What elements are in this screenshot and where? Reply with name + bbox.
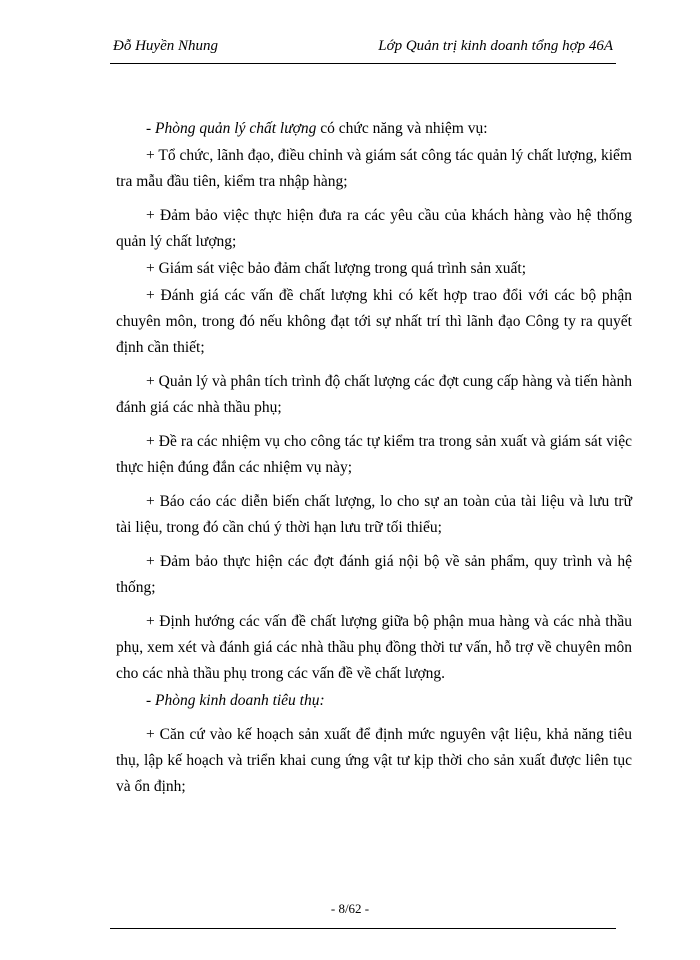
page-number: - 8/62 -: [330, 901, 370, 916]
heading-rest: có chức năng và nhiệm vụ:: [316, 120, 488, 137]
document-body: [116, 116, 632, 800]
list-item: + Căn cứ vào kế hoạch sản xuất để định mức nguyên vật liệu, khả năng tiêu thụ, lập kế hoạch và triển khai cung ứng vật tư kịp thời cho sản xuất được liên tục và ổn định;: [116, 726, 632, 795]
dept-name-quality: Phòng quản lý chất lượng: [155, 120, 317, 137]
header-class: Lớp Quản trị kinh doanh tổng hợp 46A: [378, 38, 613, 54]
section-heading-quality: - Phòng quản lý chất lượng có chức năng và nhiệm vụ:: [146, 120, 488, 137]
list-item: + Tổ chức, lãnh đạo, điều chỉnh và giám sát công tác quản lý chất lượng, kiểm tra mẫu đầu tiên, kiểm tra nhập hàng;: [116, 147, 632, 190]
footer-rule: [110, 928, 616, 929]
list-item: + Quản lý và phân tích trình độ chất lượng các đợt cung cấp hàng và tiến hành đánh giá các nhà thầu phụ;: [116, 373, 632, 416]
list-item: + Đảm bảo thực hiện các đợt đánh giá nội bộ về sản phẩm, quy trình và hệ thống;: [116, 553, 632, 596]
header-rule: [110, 63, 616, 64]
header-author: Đỗ Huyền Nhung: [113, 38, 218, 54]
page-header: [113, 38, 613, 58]
section-heading-sales: - Phòng kinh doanh tiêu thụ:: [146, 692, 325, 709]
list-item: + Đảm bảo việc thực hiện đưa ra các yêu cầu của khách hàng vào hệ thống quản lý chất lượng;: [116, 207, 632, 250]
list-item: + Định hướng các vấn đề chất lượng giữa bộ phận mua hàng và các nhà thầu phụ, xem xét và đánh giá các nhà thầu phụ đồng thời tư vấn, hỗ trợ về chuyên môn cho các nhà thầu phụ trong các vấn đề về chất lượng.: [116, 613, 632, 682]
list-item: + Giám sát việc bảo đảm chất lượng trong quá trình sản xuất;: [146, 260, 527, 277]
list-item: + Đề ra các nhiệm vụ cho công tác tự kiểm tra trong sản xuất và giám sát việc thực hiện đúng đắn các nhiệm vụ này;: [116, 433, 632, 476]
list-item: + Báo cáo các diễn biến chất lượng, lo cho sự an toàn của tài liệu và lưu trữ tài liệu, trong đó cần chú ý thời hạn lưu trữ tối thiểu;: [116, 493, 632, 536]
list-item: + Đánh giá các vấn đề chất lượng khi có kết hợp trao đổi với các bộ phận chuyên môn, trong đó nếu không đạt tới sự nhất trí thì lãnh đạo Công ty ra quyết định cần thiết;: [116, 287, 632, 356]
